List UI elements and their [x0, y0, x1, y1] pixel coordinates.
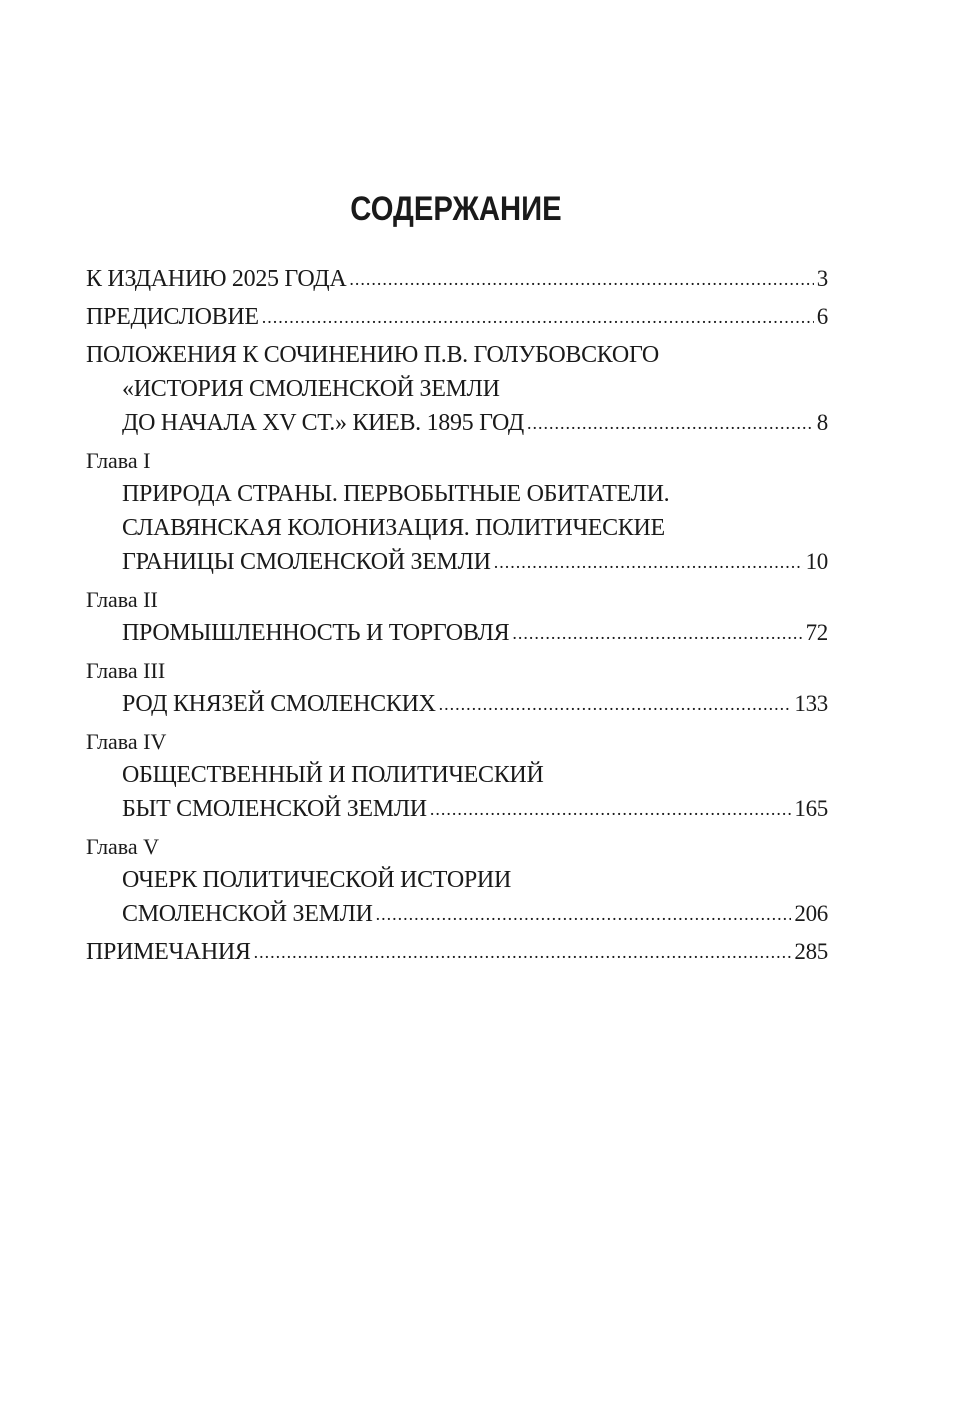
dot-leader: [349, 262, 813, 296]
toc-entry-text: СЛАВЯНСКАЯ КОЛОНИЗАЦИЯ. ПОЛИТИЧЕСКИЕ: [122, 515, 665, 541]
toc-entry-text: ДО НАЧАЛА XV СТ.» КИЕВ. 1895 ГОД: [122, 410, 524, 436]
dot-leader: [494, 545, 803, 579]
toc-entry: [86, 300, 828, 334]
toc-entry: [86, 935, 828, 969]
chapter-label: Глава III: [86, 658, 166, 683]
toc-entry-text: РОД КНЯЗЕЙ СМОЛЕНСКИХ: [122, 691, 436, 717]
toc-page-number: 133: [794, 691, 828, 716]
toc-title: СОДЕРЖАНИЕ: [350, 190, 562, 228]
toc-entry: [86, 583, 828, 650]
toc-page-number: 10: [805, 549, 828, 574]
dot-leader: [527, 406, 814, 440]
toc-entry: [86, 262, 828, 296]
dot-leader: [262, 300, 814, 334]
toc-entry-text: ПРИРОДА СТРАНЫ. ПЕРВОБЫТНЫЕ ОБИТАТЕЛИ.: [122, 481, 670, 507]
toc-entry-text: ПРИМЕЧАНИЯ: [86, 939, 251, 965]
toc-entry: [86, 725, 828, 826]
chapter-label: Глава V: [86, 834, 160, 859]
toc-entry: [86, 444, 828, 579]
toc-page-number: 72: [805, 620, 828, 645]
dot-leader: [439, 687, 792, 721]
toc-entry-text: К ИЗДАНИЮ 2025 ГОДА: [86, 266, 347, 292]
dot-leader: [430, 792, 792, 826]
toc-entry-text: СМОЛЕНСКОЙ ЗЕМЛИ: [122, 901, 373, 927]
toc-entry-text: ОБЩЕСТВЕННЫЙ И ПОЛИТИЧЕСКИЙ: [122, 762, 544, 788]
dot-leader: [512, 616, 802, 650]
chapter-label: Глава II: [86, 587, 158, 612]
chapter-label: Глава I: [86, 448, 151, 473]
toc-entry: [86, 830, 828, 931]
toc-entry-text: ПОЛОЖЕНИЯ К СОЧИНЕНИЮ П.В. ГОЛУБОВСКОГО: [86, 342, 659, 368]
toc-entry-text: «ИСТОРИЯ СМОЛЕНСКОЙ ЗЕМЛИ: [122, 376, 500, 402]
toc-entry-text: ПРЕДИСЛОВИЕ: [86, 304, 259, 330]
toc-page-number: 285: [794, 939, 828, 964]
toc-page-number: 6: [816, 304, 828, 329]
toc-entry-text: ГРАНИЦЫ СМОЛЕНСКОЙ ЗЕМЛИ: [122, 549, 491, 575]
toc-page-number: 8: [816, 410, 828, 435]
chapter-label: Глава IV: [86, 729, 167, 754]
dot-leader: [254, 935, 792, 969]
toc-entry-text: ПРОМЫШЛЕННОСТЬ И ТОРГОВЛЯ: [122, 620, 510, 646]
dot-leader: [376, 897, 792, 931]
toc-page-number: 206: [794, 901, 828, 926]
toc-page-number: 3: [816, 266, 828, 291]
toc-page-number: 165: [794, 796, 828, 821]
toc-entry: [86, 338, 828, 440]
table-of-contents: [86, 262, 828, 969]
toc-entry-text: ОЧЕРК ПОЛИТИЧЕСКОЙ ИСТОРИИ: [122, 867, 511, 893]
toc-entry-text: БЫТ СМОЛЕНСКОЙ ЗЕМЛИ: [122, 796, 427, 822]
toc-entry: [86, 654, 828, 721]
